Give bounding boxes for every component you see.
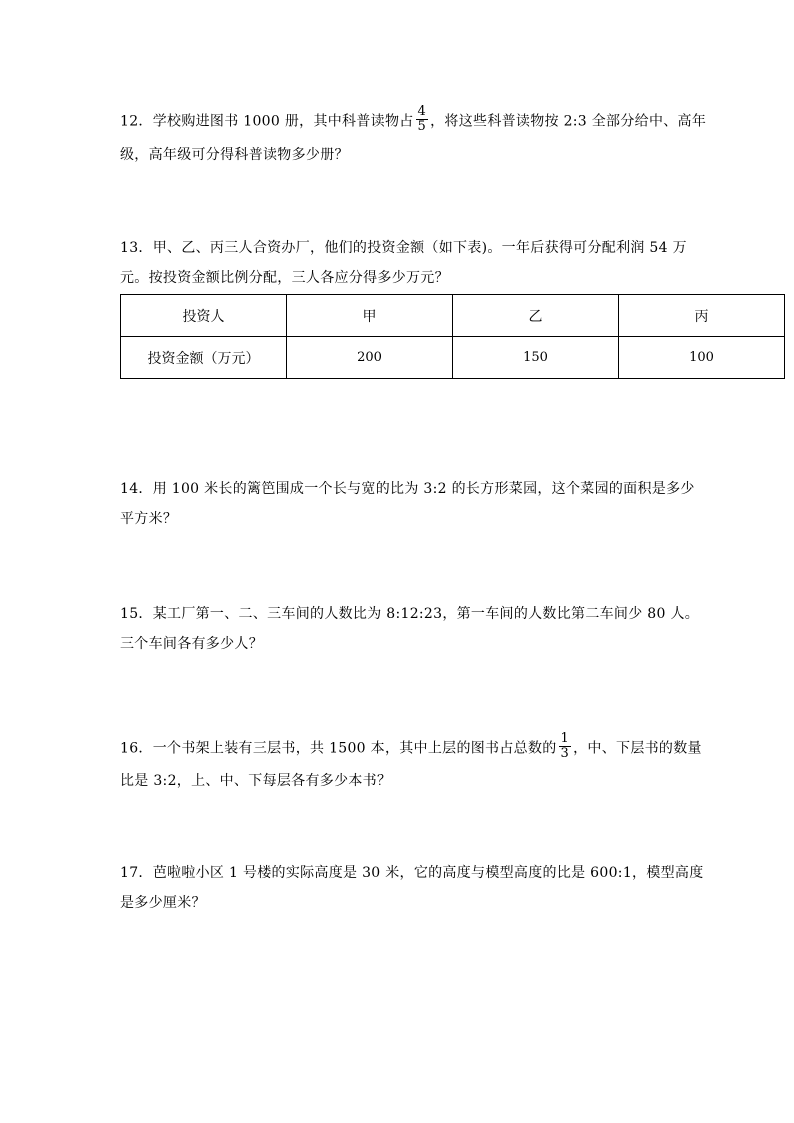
table-cell: 150 (453, 337, 619, 379)
q12-fraction-numerator: 4 (417, 104, 427, 119)
table-row (121, 337, 785, 379)
q16-fraction-numerator: 1 (560, 731, 570, 746)
table-cell: 100 (618, 337, 784, 379)
q13-line1: 13．甲、乙、丙三人合资办厂，他们的投资金额（如下表)。一年后获得可分配利润 54 万 (120, 240, 687, 256)
table-header-cell: 投资人 (121, 295, 287, 337)
q16-fraction-denominator: 3 (560, 746, 570, 761)
q16-line1 (120, 731, 702, 761)
investment-table (120, 294, 785, 379)
q16-fraction (559, 732, 572, 761)
table-cell: 200 (287, 337, 453, 379)
table-header-cell: 甲 (287, 295, 453, 337)
table-header-cell: 乙 (453, 295, 619, 337)
q12-fraction (416, 105, 429, 134)
q16-text-prefix: 16．一个书架上装有三层书，共 1500 本，其中上层的图书占总数的 (120, 740, 557, 757)
q15-line2: 三个车间各有多少人？ (120, 636, 263, 652)
table-header-cell: 丙 (618, 295, 784, 337)
q12-line2: 级，高年级可分得科普读物多少册？ (120, 147, 349, 163)
q12-text-suffix: ，将这些科普读物按 2:3 全部分给中、高年 (430, 113, 707, 130)
table-header-row (121, 295, 785, 337)
q16-line2: 比是 3:2，上、中、下每层各有多少本书？ (120, 773, 392, 789)
q12-fraction-denominator: 5 (417, 119, 427, 134)
q13-line2: 元。按投资金额比例分配，三人各应分得多少万元？ (120, 270, 449, 286)
q17-line1: 17．芭啦啦小区 1 号楼的实际高度是 30 米，它的高度与模型高度的比是 600:1，模型高度 (120, 865, 704, 881)
q14-line2: 平方米？ (120, 511, 178, 527)
q16-text-suffix: ，中、下层书的数量 (573, 740, 702, 757)
q12-text-prefix: 12．学校购进图书 1000 册，其中科普读物占 (120, 113, 414, 130)
q14-line1: 14．用 100 米长的篱笆围成一个长与宽的比为 3:2 的长方形菜园，这个菜园的面积是多少 (120, 481, 695, 497)
q12-line1 (120, 104, 707, 134)
table-cell: 投资金额（万元） (121, 337, 287, 379)
q17-line2: 是多少厘米？ (120, 895, 206, 911)
q15-line1: 15．某工厂第一、二、三车间的人数比为 8:12:23，第一车间的人数比第二车间少 80 人。 (120, 606, 700, 622)
